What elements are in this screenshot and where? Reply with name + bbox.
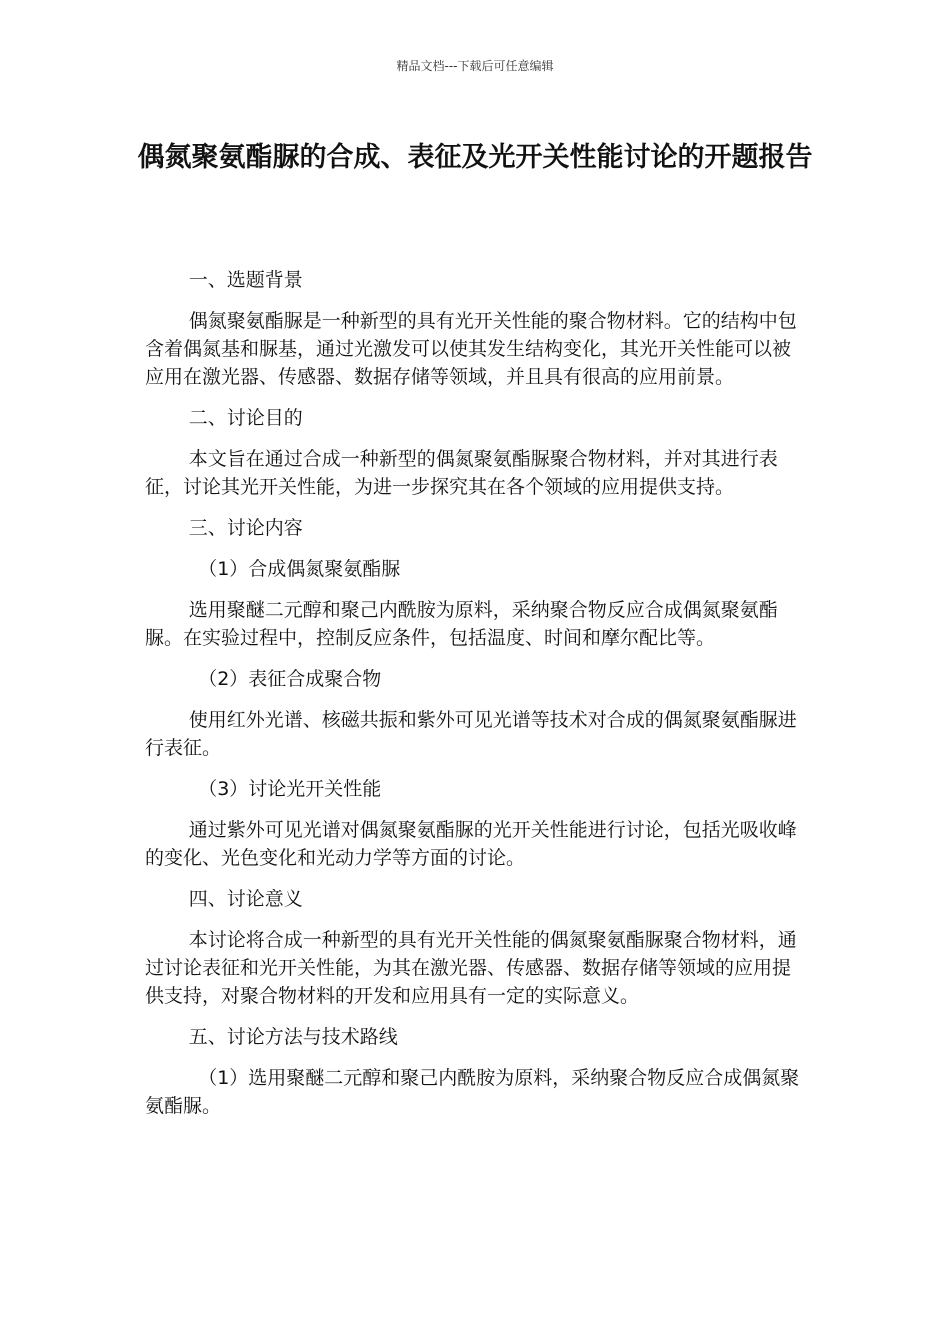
subsection-body-characterization: 使用红外光谱、核磁共振和紫外可见光谱等技术对合成的偶氮聚氨酯脲进行表征。 (145, 709, 797, 759)
subsection-heading-photoswitch: （3）讨论光开关性能 (198, 778, 382, 800)
subsection-heading-characterization: （2）表征合成聚合物 (198, 668, 382, 690)
document-body (145, 266, 807, 1133)
methods-item-1: （1）选用聚醚二元醇和聚己内酰胺为原料，采纳聚合物反应合成偶氮聚氨酯脲。 (145, 1067, 800, 1117)
header-note: 精品文档---下载后可任意编辑 (396, 59, 554, 73)
section-body-background: 偶氮聚氨酯脲是一种新型的具有光开关性能的聚合物材料。它的结构中包含着偶氮基和脲基，通过光激发可以使其发生结构变化，其光开关性能可以被应用在激光器、传感器、数据存储等领域，并且具有很高的应用前景。 (145, 310, 797, 388)
section-heading-significance: 四、讨论意义 (188, 888, 303, 910)
section-heading-background: 一、选题背景 (188, 269, 303, 291)
subsection-body-synthesis: 选用聚醚二元醇和聚己内酰胺为原料，采纳聚合物反应合成偶氮聚氨酯脲。在实验过程中，控制反应条件，包括温度、时间和摩尔配比等。 (145, 599, 778, 649)
section-body-significance: 本讨论将合成一种新型的具有光开关性能的偶氮聚氨酯脲聚合物材料，通过讨论表征和光开关性能，为其在激光器、传感器、数据存储等领域的应用提供支持，对聚合物材料的开发和应用具有一定的实际意义。 (145, 929, 797, 1007)
section-heading-content: 三、讨论内容 (188, 517, 303, 539)
section-heading-purpose: 二、讨论目的 (188, 407, 303, 429)
document-title: 偶氮聚氨酯脲的合成、表征及光开关性能讨论的开题报告 (137, 142, 813, 173)
subsection-heading-synthesis: （1）合成偶氮聚氨酯脲 (198, 558, 401, 580)
section-body-purpose: 本文旨在通过合成一种新型的偶氮聚氨酯脲聚合物材料，并对其进行表征，讨论其光开关性能，为进一步探究其在各个领域的应用提供支持。 (145, 448, 778, 498)
subsection-body-photoswitch: 通过紫外可见光谱对偶氮聚氨酯脲的光开关性能进行讨论，包括光吸收峰的变化、光色变化和光动力学等方面的讨论。 (145, 819, 797, 869)
section-heading-methods: 五、讨论方法与技术路线 (188, 1026, 398, 1048)
